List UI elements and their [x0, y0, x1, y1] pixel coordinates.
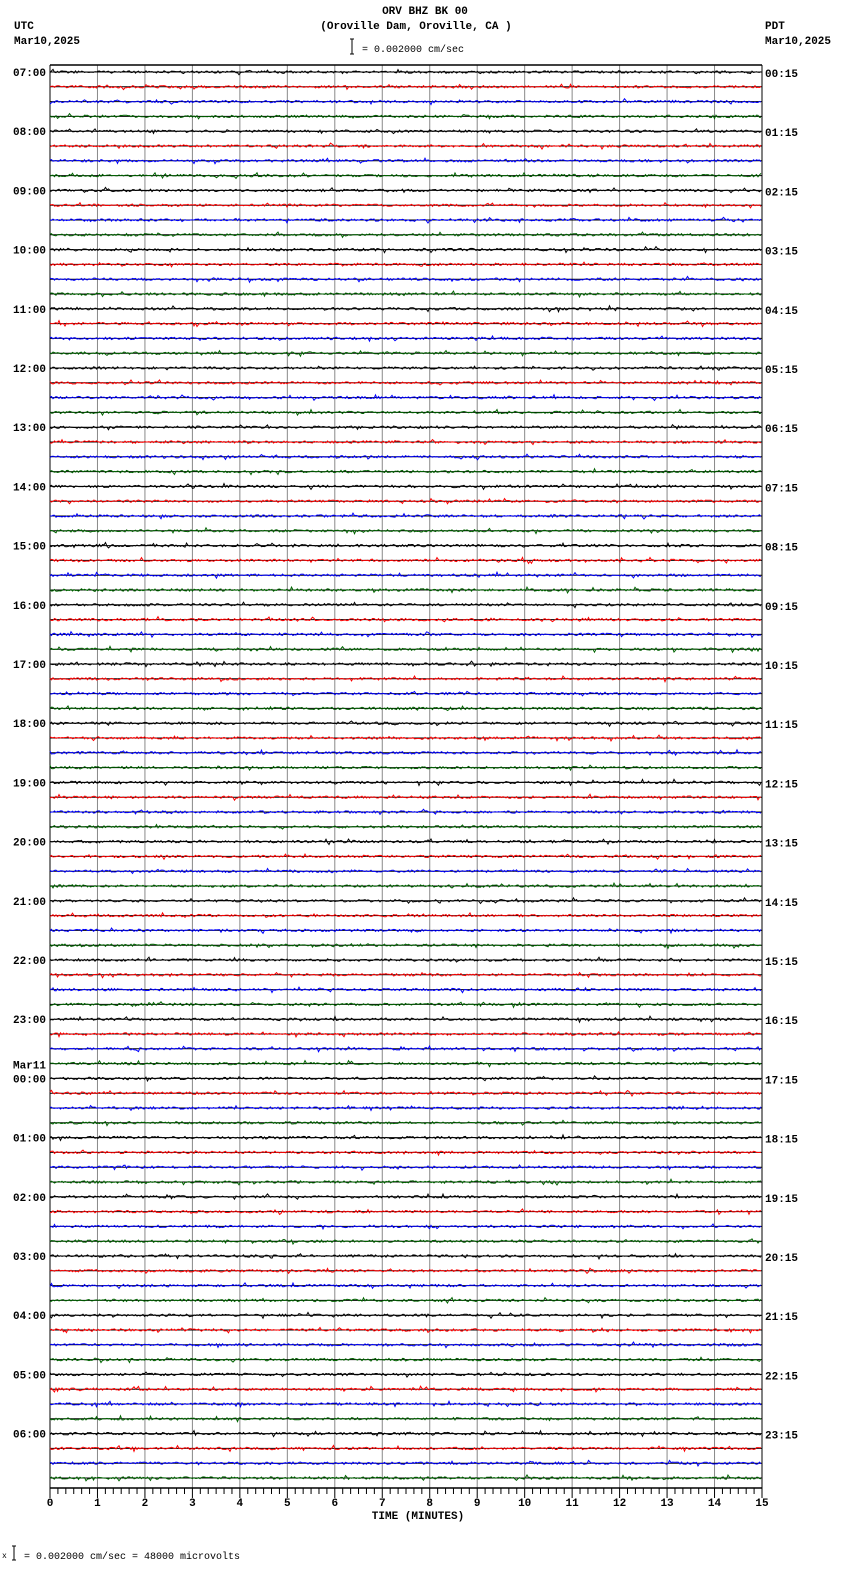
seismic-trace — [50, 1135, 761, 1141]
seismic-trace — [50, 380, 761, 385]
left-hour-label: 19:00 — [13, 778, 47, 791]
right-hour-label: 20:15 — [765, 1253, 799, 1265]
left-hour-label: 04:00 — [13, 1311, 47, 1324]
right-hour-label: 15:15 — [765, 957, 799, 969]
left-hour-label: 20:00 — [13, 837, 47, 850]
x-tick-label: 13 — [660, 1498, 674, 1510]
left-hour-label: 07:00 — [13, 68, 47, 80]
x-tick-label: 0 — [46, 1498, 54, 1510]
right-timezone: PDT — [765, 21, 785, 33]
seismic-trace — [50, 1342, 761, 1348]
footer-prefix: x — [2, 1552, 7, 1561]
left-hour-label: 23:00 — [13, 1015, 47, 1028]
x-tick-label: 8 — [426, 1498, 434, 1510]
right-hour-label: 03:15 — [765, 246, 799, 259]
chart-subtitle: (Oroville Dam, Oroville, CA ) — [320, 21, 512, 33]
seismic-trace — [50, 944, 761, 949]
seismic-trace — [50, 1090, 761, 1096]
left-date: Mar10,2025 — [14, 36, 81, 48]
seismic-trace — [50, 158, 761, 164]
x-tick-label: 11 — [565, 1498, 579, 1510]
x-tick-label: 15 — [755, 1498, 769, 1510]
x-tick-label: 4 — [236, 1498, 244, 1510]
left-hour-label: 09:00 — [13, 186, 47, 199]
left-hour-label: 17:00 — [13, 660, 47, 672]
right-hour-label: 10:15 — [765, 661, 799, 673]
x-tick-label: 9 — [473, 1498, 481, 1510]
seismic-trace — [50, 839, 761, 845]
left-hour-label: 06:00 — [13, 1429, 47, 1442]
right-hour-label: 22:15 — [765, 1371, 799, 1384]
x-tick-label: 10 — [518, 1498, 532, 1510]
left-hour-label: 01:00 — [13, 1133, 47, 1146]
left-hour-label: 13:00 — [13, 423, 47, 436]
x-tick-label: 5 — [284, 1498, 291, 1510]
right-hour-label: 01:15 — [765, 128, 799, 141]
right-hour-label: 11:15 — [765, 720, 799, 733]
x-tick-label: 6 — [331, 1498, 339, 1510]
left-hour-label: 22:00 — [13, 956, 47, 968]
seismic-trace — [50, 928, 761, 933]
seismic-trace — [50, 306, 761, 312]
footer-scale-bar-icon — [12, 1546, 16, 1560]
left-hour-label: 18:00 — [13, 719, 47, 732]
right-hour-label: 07:15 — [765, 483, 799, 496]
x-tick-label: 7 — [378, 1498, 386, 1510]
left-hour-label: 11:00 — [13, 304, 47, 317]
left-hour-label: 00:00 — [13, 1074, 47, 1087]
right-hour-label: 04:15 — [765, 305, 799, 318]
left-hour-label: 05:00 — [13, 1370, 47, 1383]
left-hour-label: 21:00 — [13, 896, 47, 909]
right-hour-label: 00:15 — [765, 69, 799, 81]
left-hour-label: 12:00 — [13, 364, 47, 376]
chart-title: ORV BHZ BK 00 — [382, 6, 468, 18]
right-hour-label: 21:15 — [765, 1312, 799, 1325]
left-hour-label: 16:00 — [13, 600, 47, 613]
x-tick-label: 2 — [141, 1498, 149, 1510]
right-hour-label: 08:15 — [765, 542, 799, 555]
left-hour-label: 14:00 — [13, 482, 47, 495]
seismic-trace — [50, 809, 761, 814]
trace-group — [50, 69, 762, 1481]
right-hour-label: 12:15 — [765, 779, 799, 792]
hour-labels — [13, 68, 798, 1443]
right-hour-label: 19:15 — [765, 1193, 799, 1206]
right-hour-label: 18:15 — [765, 1134, 799, 1147]
left-hour-label: 15:00 — [13, 541, 47, 554]
right-hour-label: 09:15 — [765, 601, 799, 614]
x-tick-label: 1 — [94, 1498, 101, 1510]
right-hour-label: 06:15 — [765, 424, 799, 437]
left-timezone: UTC — [14, 21, 34, 33]
seismic-trace — [50, 232, 761, 237]
seismic-trace — [50, 765, 761, 770]
seismic-trace — [50, 794, 761, 800]
right-hour-label: 17:15 — [765, 1075, 799, 1088]
left-hour-label: 10:00 — [13, 245, 47, 258]
seismic-trace — [50, 1179, 761, 1185]
right-hour-label: 05:15 — [765, 365, 799, 377]
x-tick-label: 14 — [707, 1498, 722, 1510]
seismic-trace — [50, 513, 761, 519]
left-hour-label: 03:00 — [13, 1252, 47, 1264]
seismic-trace — [50, 706, 761, 711]
x-axis — [47, 1488, 769, 1510]
scale-bar-icon — [350, 39, 354, 54]
seismic-trace — [50, 1460, 761, 1466]
right-hour-label: 02:15 — [765, 187, 799, 200]
x-tick-label: 3 — [189, 1498, 196, 1510]
left-hour-label: 02:00 — [13, 1192, 47, 1205]
seismic-trace — [50, 735, 761, 741]
right-hour-label: 23:15 — [765, 1430, 799, 1443]
right-hour-label: 13:15 — [765, 838, 799, 851]
x-axis-label: TIME (MINUTES) — [371, 1511, 465, 1523]
seismic-trace — [50, 203, 761, 208]
right-hour-label: 14:15 — [765, 897, 799, 910]
date-change-label: Mar11 — [13, 1060, 47, 1073]
footer-scale-label: = 0.002000 cm/sec = 48000 microvolts — [24, 1552, 241, 1563]
right-hour-label: 16:15 — [765, 1016, 799, 1029]
scale-label: = 0.002000 cm/sec — [362, 45, 465, 56]
x-tick-label: 12 — [612, 1498, 627, 1510]
seismic-trace — [50, 1046, 761, 1052]
left-hour-label: 08:00 — [13, 127, 47, 140]
right-date: Mar10,2025 — [765, 36, 832, 48]
